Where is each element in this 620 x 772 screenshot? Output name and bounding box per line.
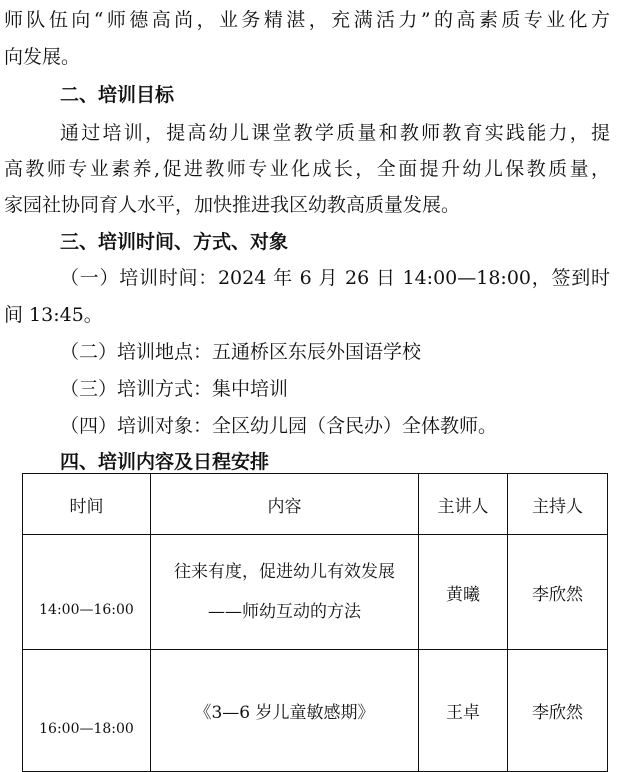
cell-content (151, 535, 419, 650)
table-header-row (23, 474, 608, 535)
header-content: 内容 (151, 474, 419, 535)
paragraph-line: 家园社协同育人水平，加快推进我区幼教高质量发展。 (4, 194, 461, 216)
section-heading-schedule: 四、培训内容及日程安排 (60, 451, 270, 473)
cell-host: 李欣然 (508, 650, 608, 772)
list-item-audience: （四）培训对象：全区幼儿园（含民办）全体教师。 (60, 415, 498, 437)
header-speaker: 主讲人 (419, 474, 508, 535)
table-row (23, 650, 608, 772)
paragraph-line: 向发展。 (4, 46, 81, 68)
schedule-table (22, 473, 608, 772)
paragraph-line: 通过培训，提高幼儿课堂教学质量和教师教育实践能力，提 (60, 122, 610, 144)
cell-host: 李欣然 (508, 535, 608, 650)
cell-time: 16:00—18:00 (23, 650, 151, 772)
cell-content: 《3—6 岁儿童敏感期》 (151, 650, 419, 772)
section-heading-time-method: 三、培训时间、方式、对象 (60, 231, 289, 253)
list-item-location: （二）培训地点：五通桥区东辰外国语学校 (60, 341, 422, 363)
header-host: 主持人 (508, 474, 608, 535)
cell-speaker: 黄曦 (419, 535, 508, 650)
table-row (23, 535, 608, 650)
list-item-time-continued: 间 13:45。 (4, 304, 103, 326)
content-title: 往来有度，促进幼儿有效发展 (174, 562, 395, 582)
section-heading-goals: 二、培训目标 (60, 84, 175, 106)
cell-time: 14:00—16:00 (23, 535, 151, 650)
header-time: 时间 (23, 474, 151, 535)
content-subtitle: ——师幼互动的方法 (208, 602, 361, 622)
paragraph-line: 高教师专业素养,促进教师专业化成长，全面提升幼儿保教质量， (4, 158, 610, 180)
list-item-time: （一）培训时间：2024 年 6 月 26 日 14:00—18:00，签到时 (60, 267, 610, 289)
cell-speaker: 王卓 (419, 650, 508, 772)
list-item-method: （三）培训方式：集中培训 (60, 378, 289, 400)
paragraph-line: 师队伍向“师德高尚，业务精湛，充满活力”的高素质专业化方 (4, 9, 610, 31)
